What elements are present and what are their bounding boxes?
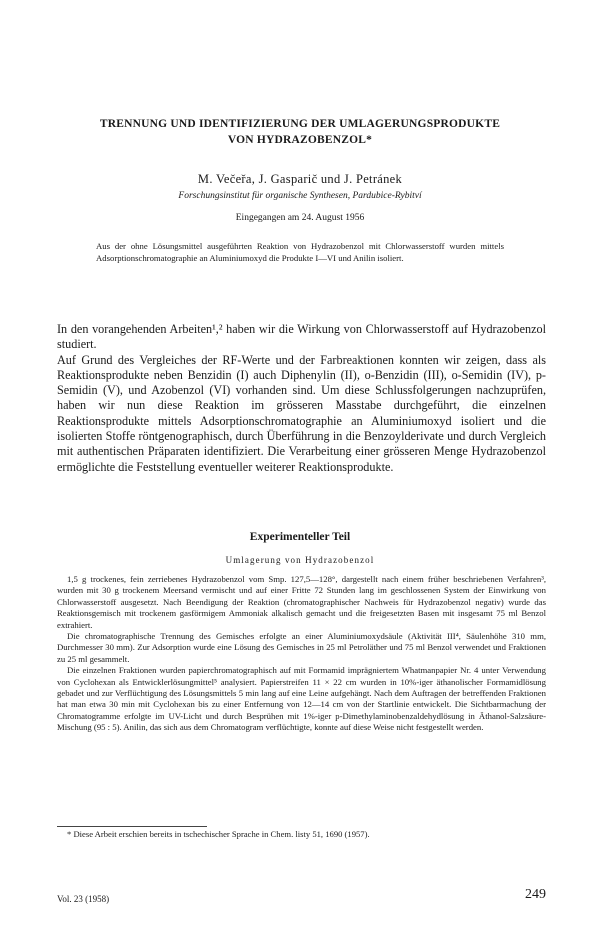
- experimental-text: [57, 574, 546, 734]
- article-title-line-1: TRENNUNG UND IDENTIFIZIERUNG DER UMLAGERUNGSPRODUKTE: [99, 118, 501, 130]
- page-number: 249: [525, 887, 546, 902]
- body-paragraph: Die einzelnen Fraktionen wurden papierchromatographisch auf mit Formamid imprägniertem Whatmanpapier Nr. 4 unter Verwendung von Cyclohexan als Entwicklerlösungmittel⁵ analysiert. Papierstreifen 11 × 22 cm wurden in 10%-iger äthanolischer Formamidlösung gebadet und zur Verflüchtigung des Lösungsmittels 5 min lang auf eine Leine aufgehängt. Nach dem Auftragen der betreffenden Fraktionen hat man etwa 30 min mit Cyclohexan bis zu einer Entfernung von 12—14 cm von der Startlinie entwickelt. Die Sichtbarmachung der Chromatogramme erfolgte im UV-Licht und durch Besprühen mit 1%-iger p-Dimethylaminobenzaldehydlösung in Äthanol-Salzsäure-Mischung (95 : 5). Anilin, das sich aus dem Chromatogram verflüchtigte, konnte auf diese Weise nicht festgestellt werden.: [57, 665, 546, 733]
- body-paragraph: Die chromatographische Trennung des Gemisches erfolgte an einer Aluminiumoxydsäule (Aktivität III⁴, Säulenhöhe 310 mm, Durchmesser 30 mm). Zur Adsorption wurde eine Lösung des Gemisches in 25 ml Petroläther und 75 ml Benzol verwendet und Fraktionen zu 25 ml gesammelt.: [57, 631, 546, 664]
- body-paragraph: 1,5 g trockenes, fein zerriebenes Hydrazobenzol vom Smp. 127,5—128°, dargestellt nach einem früher beschriebenen Verfahren³, wurden mit 30 g trockenem Meersand vermischt und auf einer Fritte 72 Stunden lang im geschlossenen System der Einwirkung von Chlorwasserstoff ausgesetzt. Nach Beendigung der Reaktion (chromatographischer Nachweis für Hydrazobenzol negativ) wurde das Reaktionsgemisch mit trockenem gasförmigem Ammoniak alkalisch gemacht und die freigesetzten Basen mit insgesamt 75 ml Benzol extrahiert.: [57, 574, 546, 630]
- author-list: M. Večeřa, J. Gasparič und J. Petránek: [197, 172, 403, 186]
- intro-paragraph: Auf Grund des Vergleiches der RF-Werte und der Farbreaktionen konnten wir zeigen, dass als Reaktionsprodukte neben Benzidin (I) auch Diphenylin (II), o-Benzidin (III), o-Semidin (IV), p-Semidin (V), und Azobenzol (VI) vorhanden sind. Um diese Schlussfolgerungen nachzuprüfen, haben wir nun diese Reaktion im grösseren Masstabe durchgeführt, die einzelnen Reaktionsprodukte mittels Adsorptionschromatographie an Aluminiumoxyd isoliert und die isolierten Stoffe röntgenographisch, durch Überführung in die Benzoylderivate und durch Vergleich mit authentischen Präparaten identifiziert. Die Verarbeitung einer grösseren Menge Hydrazobenzol ermöglichte die Feststellung eventueller weiterer Reaktionsprodukte.: [57, 352, 546, 474]
- introduction: [57, 322, 546, 475]
- section-heading: Experimenteller Teil: [249, 531, 351, 543]
- received-date: Eingegangen am 24. August 1956: [235, 213, 365, 223]
- subsection-heading: Umlagerung von Hydrazobenzol: [225, 555, 375, 565]
- abstract: Aus der ohne Lösungsmittel ausgeführten Reaktion von Hydrazobenzol mit Chlorwasserstoff wurden mittels Adsorptionschromatographie an Aluminiumoxyd die Produkte I—VI und Anilin isoliert.: [96, 241, 504, 263]
- intro-paragraph: In den vorangehenden Arbeiten¹,² haben wir die Wirkung von Chlorwasserstoff auf Hydrazobenzol studiert.: [57, 322, 546, 352]
- footnote: * Diese Arbeit erschien bereits in tschechischer Sprache in Chem. listy 51, 1690 (1957).: [67, 829, 370, 839]
- footnote-divider: [57, 826, 207, 827]
- article-title-line-2: VON HYDRAZOBENZOL*: [227, 134, 373, 146]
- volume-info: Vol. 23 (1958): [57, 894, 110, 904]
- affiliation: Forschungsinstitut für organische Synthesen, Pardubice-Rybitví: [178, 191, 422, 201]
